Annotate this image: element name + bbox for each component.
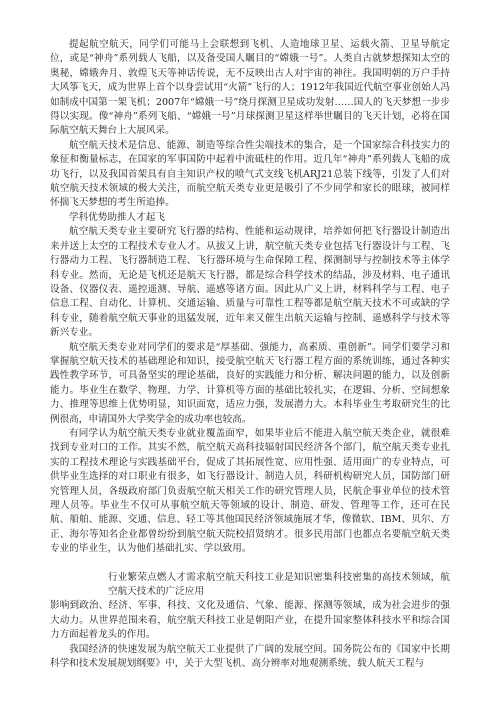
industry-subheading: 行业繁荣点燃人才需求航空航天科技工业是知识密集科技密集的高技术领域，航空航天技术的广泛应用 [108, 571, 450, 598]
section-gap [50, 557, 450, 571]
influence-paragraph: 影响到政治、经济、军事、科技、文化及通信、气象、能源、探测等领域，成为社会进步的强大动力。从世界范围来看，航空航天科技工业是朝阳产业，在提升国家整体科技水平和综合国力方面起着龙头的作用。 [50, 600, 450, 641]
requirements-paragraph: 航空航天类专业对同学们的要求是“厚基础、强能力，高素质、重创新”。同学们要学习和掌握航空航天技术的基础理论和知识，接受航空航天飞行器工程方面的系统训练，通过各种实践性教学环节，可具备坚实的理论基础，良好的实践能力和分析、解决问题的能力，以及创新能力。毕业生在数学、物理、力学、计算机等方面的基础比较扎实，在逻辑、分析、空间想象力、推理等思维上优势明显，知识面宽，适应力强，发展潜力大。本科毕业生考取研究生的比例很高，申请国外大学奖学金的成功率也较高。 [50, 341, 450, 425]
intro-paragraph: 提起航空航天，同学们可能马上会联想到飞机、人造地球卫星、运载火箭、卫星导航定位，或是“神舟”系列载人飞船，以及备受国人瞩目的“嫦娥一号”。人类自古就梦想探知太空的奥秘，嫦娥奔月、敦煌飞天等神话传说，无不反映出古人对宇宙的神往。我国明朝的万户手持大风筝飞天，成为世界上首个以身尝试用“火箭”飞行的人；1912年我国近代航空事业创始人冯如制成中国第一架飞机；2007年“嫦娥一号”绕月探测卫星成功发射……国人的飞天梦想一步步得以实现。像“神舟”系列飞船、“嫦娥一号”月球探测卫星这样举世瞩目的飞天计划，必将在国际航空航天舞台上大展风采。 [50, 39, 450, 137]
employment-paragraph: 有同学认为航空航天类专业就业覆盖面窄，如果毕业后不能进入航空航天类企业，就很难找到专业对口的工作。其实不然，航空航天高科技辐射国民经济各个部门，航空航天类专业扎实的工程技术理论与实践基础平台，促成了其拓展性宽、应用性强、适用面广的专业特点，可供毕业生选择的对口职业有很多，如飞行器设计、制造人员，科研机构研究人员，国防部门研究管理人员，各级政府部门负责航空航天相关工作的研究管理人员，民航企事业单位的技术管理人员等。毕业生不仅可从事航空航天等领域的设计、制造、研发、管理等工作，还可在民航、船舶、能源、交通、信息、轻工等其他国民经济领域施展才华，像微软、IBM、贝尔、方正、海尔等知名企业都曾纷纷到航空航天院校招贤纳才。很多民用部门也都点名要航空航天类专业的毕业生，认为他们基础扎实、学以致用。 [50, 427, 450, 555]
development-paragraph: 我国经济的快速发展为航空航天工业提供了广阔的发展空间。国务院公布的《国家中长期科学和技术发展规划纲要》中，关于大型飞机、高分辨率对地观测系统、载人航天工程与 [50, 643, 450, 670]
majors-paragraph: 航空航天类专业主要研究飞行器的结构、性能和运动规律，培养如何把飞行器设计制造出来并送上太空的工程技术专业人才。从拔又上讲，航空航天类专业包括飞行器设计与工程、飞行器动力工程、飞行器制造工程、飞行器环境与生命保障工程、探测制导与控制技术等主体学科专业。然而，无论是飞机还是航天飞行器，都是综合科学技术的结晶，涉及材料、电子通讯设备、仪器仪表、遥控遥测、导航、遥感等诸方面。因此从广义上讲，材料科学与工程、电子信息工程、自动化、计算机、交通运输、质量与可靠性工程等都是航空航天技术不可或缺的学科专业，随着航空航天事业的迅猛发展，近年来又催生出航天运输与控制、遥感科学与技术等新兴专业。 [50, 226, 450, 339]
tech-paragraph: 航空航天技术是信息、能源、制造等综合性尖端技术的集合，是一个国家综合科技实力的象征和衡量标志，在国家的军事国防中起着中流砥柱的作用。近几年“神舟”系列载人飞船的成功飞行，以及我国首架具有自主知识产权的喷气式支线飞机ARJ21总装下线等，引发了人们对航空航天技术领域的极大关注，而航空航天类专业更是吸引了不少同学和家长的眼球，被同样怀揣飞天梦想的考生所追捧。 [50, 139, 450, 209]
section-heading: 学科优势助推人才起飞 [69, 211, 165, 223]
